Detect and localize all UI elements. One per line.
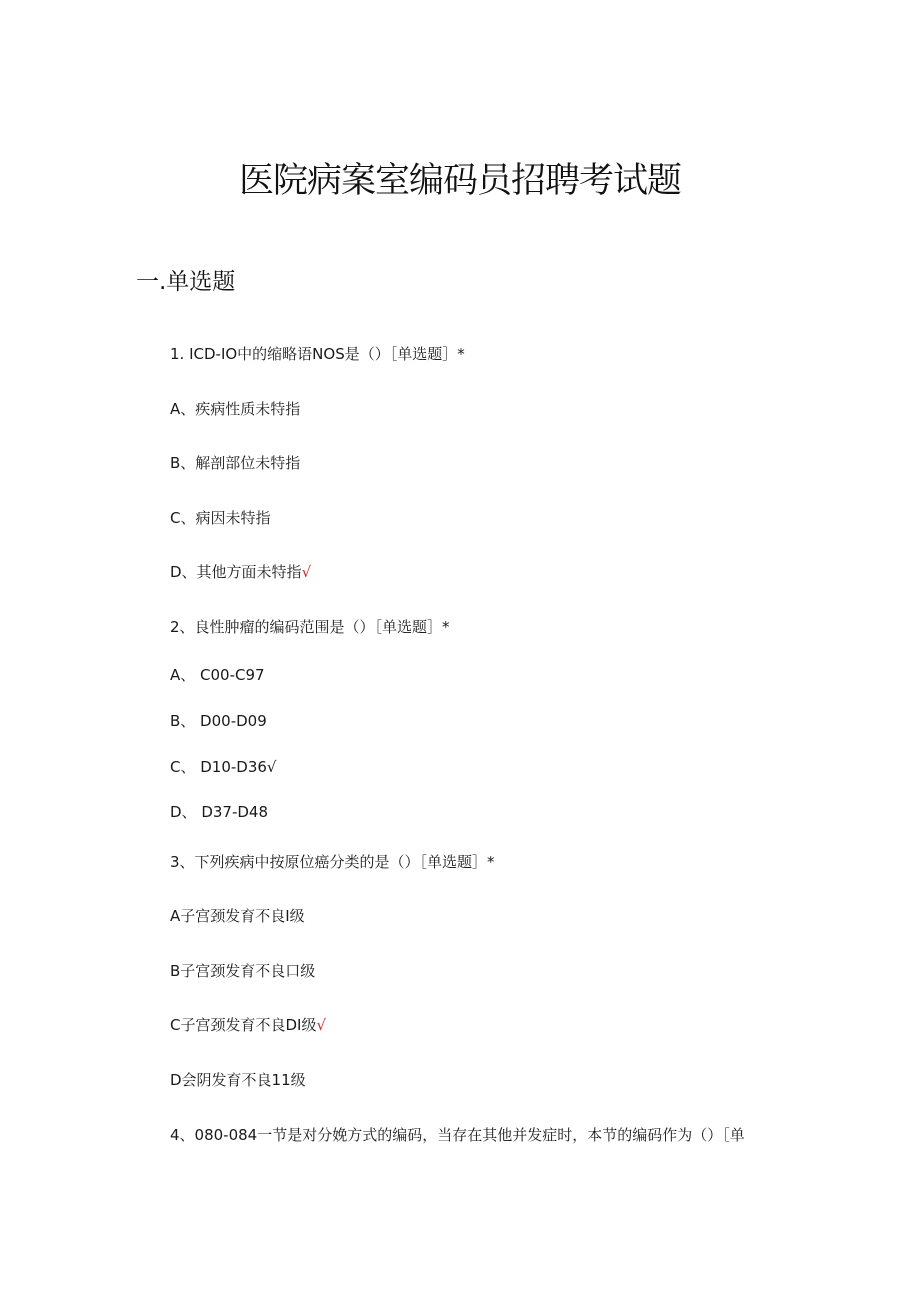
question-2-option-c: C、 D10-D36√: [170, 758, 277, 776]
question-1-option-d: [170, 562, 311, 582]
option-text: D、其他方面未特指: [170, 563, 302, 581]
question-3-option-b: B子宫颈发育不良口级: [170, 962, 316, 980]
question-2-option-d: D、 D37-D48: [170, 803, 269, 821]
question-1-option-a: A、疾病性质未特指: [170, 400, 301, 418]
question-1-option-c: C、病因未特指: [170, 509, 271, 527]
question-2-option-a: A、 C00-C97: [170, 666, 265, 684]
question-4-stem: 4、080-084一节是对分娩方式的编码，当存在其他并发症时，本节的编码作为（）［单: [170, 1126, 745, 1144]
question-3-option-c: [170, 1015, 326, 1035]
question-3-option-d: D会阴发育不良11级: [170, 1071, 306, 1089]
page-title: 医院病案室编码员招聘考试题: [238, 161, 681, 201]
answer-check-mark: √: [316, 1016, 327, 1034]
section-title: 一.单选题: [136, 269, 236, 295]
question-1-stem: 1. ICD-IO中的缩略语NOS是（）［单选题］*: [170, 345, 465, 363]
question-3-stem: 3、下列疾病中按原位癌分类的是（）［单选题］*: [170, 853, 495, 871]
option-text: C子宫颈发育不良DI级: [170, 1016, 317, 1034]
question-2-option-b: B、 D00-D09: [170, 712, 267, 730]
question-1-option-b: B、解剖部位未特指: [170, 454, 301, 472]
question-2-stem: 2、良性肿瘤的编码范围是（）［单选题］*: [170, 618, 450, 636]
question-3-option-a: A子宫颈发育不良I级: [170, 907, 305, 925]
answer-check-mark: √: [301, 563, 312, 581]
